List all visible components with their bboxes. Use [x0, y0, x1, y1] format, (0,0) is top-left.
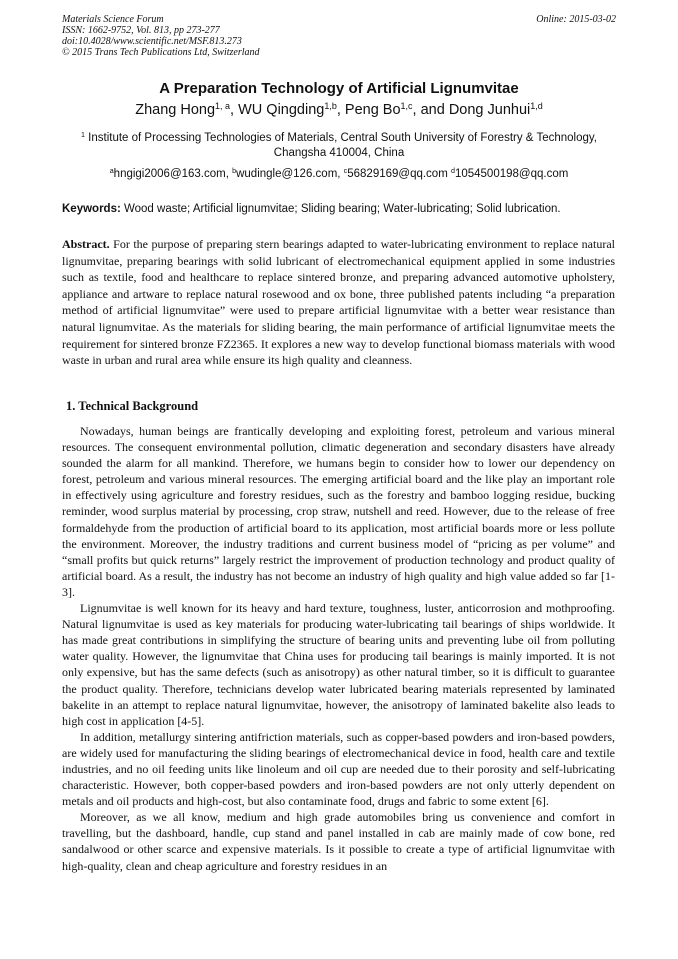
issn-line: ISSN: 1662-9752, Vol. 813, pp 273-277: [62, 25, 220, 36]
online-date: Online: 2015-03-02: [536, 14, 616, 25]
email-superscript: b: [232, 167, 237, 176]
email-superscript: a: [109, 167, 114, 176]
author-name: Dong Junhui: [448, 102, 531, 118]
email-link[interactable]: wudingle@126.com,: [236, 168, 344, 180]
copyright-line: © 2015 Trans Tech Publications Ltd, Switzerland: [62, 47, 260, 58]
paragraph: Lignumvitae is well known for its heavy and hard texture, toughness, luster, anticorrosion and mothproofing. Natural lignumvitae is used as key materials for producing water-lubricating tail bearings of ships worldwide. It has made great contributions in simplifying the structure of bearing units and preventing lube oil from polluting water quality. However, the lignumvitae that China uses for producing tail bearings is mainly imported. It is not only expensive, but has the same defects (such as anisotropy) as other natural timber, so it is difficult to guarantee the product quality. Therefore, technicians develop water lubricated bearing materials represented by laminated bakelite in an attempt to replace natural lignumvitae, however, the anisotropy of laminated bakelite also leads to high cost in application [4-5].: [62, 601, 615, 728]
keywords-text: Wood waste; Artificial lignumvitae; Sliding bearing; Water-lubricating; Solid lubrication.: [120, 203, 561, 215]
email-link[interactable]: 1054500198@qq.com: [454, 168, 569, 180]
author-name: Peng Bo: [344, 102, 401, 118]
author-separator: ,: [230, 102, 239, 118]
author-name: Zhang Hong: [135, 102, 216, 118]
section-body: [62, 423, 615, 874]
author-name: WU Qingding: [238, 102, 325, 118]
abstract-label: Abstract.: [62, 237, 110, 251]
page-header: [62, 14, 616, 58]
email-superscript: d: [450, 167, 455, 176]
email-list: [0, 168, 678, 180]
doi-line[interactable]: doi:10.4028/www.scientific.net/MSF.813.273: [62, 36, 242, 47]
affiliation: [80, 131, 598, 161]
email-link[interactable]: 56829169@qq.com: [347, 168, 451, 180]
author-separator: , and: [412, 102, 449, 118]
author-superscript: 1,b: [324, 101, 337, 112]
journal-name: Materials Science Forum: [62, 14, 164, 25]
email-link[interactable]: hngigi2006@163.com,: [113, 168, 233, 180]
author-superscript: 1, a: [215, 101, 231, 112]
author-separator: ,: [336, 102, 345, 118]
email-superscript: c: [343, 167, 348, 176]
abstract: [62, 236, 615, 369]
affiliation-text: Institute of Processing Technologies of Materials, Central South University of Forestry & Technology, Changsha 410004, China: [84, 132, 597, 159]
paragraph: Moreover, as we all know, medium and high grade automobiles bring us convenience and comfort in travelling, but the dashboard, handle, cup stand and panel installed in cab are mainly made of cow bone, red sandalwood or other scarce and expensive materials. Is it possible to create a type of artificial lignumvitae with high-quality, clean and cheap agriculture and forestry residues in an: [62, 810, 615, 873]
paragraph: In addition, metallurgy sintering antifriction materials, such as copper-based powders and iron-based powders, are widely used for manufacturing the sliding bearings of electromechanical device in food, health care and textile industries, and no oil feeding units like linoleum and oil cup are needed due to their porosity and self-lubricating characteristic. However, both copper-based powders and iron-based powders are not only utterly dependent on metals and oil products and high-cost, but also contaminate food, drugs and fabric to some extent [6].: [62, 729, 615, 809]
keywords: [62, 203, 618, 215]
keywords-label: Keywords:: [62, 203, 121, 215]
author-superscript: 1,c: [400, 101, 413, 112]
author-list: [0, 102, 678, 118]
section-heading: 1. Technical Background: [66, 399, 199, 413]
author-superscript: 1,d: [530, 101, 543, 112]
paragraph: Nowadays, human beings are frantically developing and exploiting forest, petroleum and various mineral resources. The consequent environmental pollution, climatic degeneration and secondary disasters have already sounded the alarm for all mankind. Therefore, we humans begin to consider how to lower our dependency on forest, petroleum and various mineral resources. The emerging artificial board and the like play an important role in effectively using agriculture and forestry residues, such as the forestry and bamboo logging residue, bucking reminder, wood surplus material by processing, crop straw, nutshell and reed. However, due to the release of free formaldehyde from the production of artificial board to its application, most artificial boards more or less pollute the environment. Moreover, the industry traditions and current business model of “pricing as per volume” and “small profits but quick returns” largely restrict the improvement of production technology and product quality of artificial board. As a result, the industry has not become an industry of high quality and high value added so far [1-3].: [62, 424, 615, 599]
affiliation-superscript: 1: [81, 131, 85, 140]
paper-title: A Preparation Technology of Artificial Lignumvitae: [159, 80, 519, 97]
abstract-text: For the purpose of preparing stern bearings adapted to water-lubricating environment to replace natural lignumvitae, preparing bearings with solid lubricant of electromechanical equipment applied in some industries such as textile, food and healthcare to replace sintered bronze, and preparing advanced automotive upholstery, appliance and artware to replace natural rosewood and ox bone, three published patents including “a preparation method of artificial lignumvitae” were used to prepare artificial lignumvitae with a better wear resistance than natural lignumvitae. As the materials for sliding bearing, the main performance of artificial lignumvitae meets the requirement for sintered bronze FZ2365. It explores a new way to develop functional biomass materials with wood waste in urban and rural area while ensure its high quality and cleanness.: [62, 237, 615, 368]
